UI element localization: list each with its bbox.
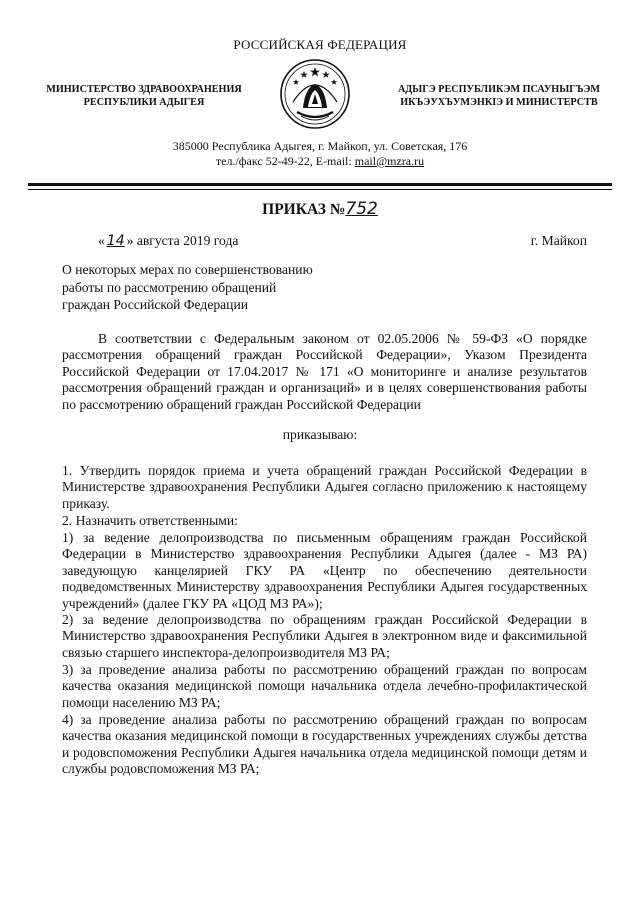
subject-line3: граждан Российской Федерации — [62, 297, 249, 312]
order-title — [0, 199, 640, 219]
subitem-2-paragraph: 2) за ведение делопроизводства по обращениям граждан Российской Федерации в Министерство здравоохранения Республики Адыгея в электронном виде и факсимильной связью старшего инспектора-делопроизводителя МЗ РА; — [62, 612, 587, 660]
country-heading: РОССИЙСКАЯ ФЕДЕРАЦИЯ — [233, 37, 407, 52]
item-1-paragraph: 1. Утвердить порядок приема и учета обращений граждан Российской Федерации в Министерстве здравоохранения Республики Адыгея согласно приложению к настоящему приказу. — [62, 463, 587, 511]
address-contacts — [0, 154, 640, 169]
order-subject — [62, 261, 392, 314]
subject-line2: работы по рассмотрению обращений — [62, 279, 277, 295]
date-open-quote: « — [98, 233, 105, 248]
ministry-name-russian — [28, 83, 260, 109]
order-city: г. Майкоп — [530, 233, 587, 248]
subitem-1-paragraph: 1) за ведение делопроизводства по письменным обращениям граждан Российской Федерации в Министерство здравоохранения Республики Адыгея (далее - МЗ РА) заведующую канцелярией ГКУ РА «Центр по обеспечению деятельности подведомственных Министерству здравоохранения Республики Адыгея государственных учреждений» (далее ГКУ РА «ЦОД МЗ РА»); — [62, 530, 587, 611]
address-phone: тел./факс 52-49-22, E-mail: — [215, 154, 355, 168]
date-day: 14 — [106, 233, 125, 249]
subject-line1: О некоторых мерах по совершенствованию — [62, 262, 313, 277]
address-street: 385000 Республика Адыгея, г. Майкоп, ул. Советская, 176 — [172, 139, 468, 153]
order-title-label: ПРИКАЗ № — [262, 201, 346, 218]
email-link[interactable]: mail@mzra.ru — [354, 154, 425, 168]
ministry-ad-line1: АДЫГЭ РЕСПУБЛИКЭМ ПСАУНЫГЪЭМ — [397, 84, 601, 95]
ministry-name-adyghe — [382, 83, 616, 109]
ministry-ru-line2: РЕСПУБЛИКИ АДЫГЕЯ — [83, 97, 205, 108]
preamble-paragraph: В соответствии с Федеральным законом от 02.05.2006 № 59-ФЗ «О порядке рассмотрения обращений граждан Российской Федерации», Указом Президента Российской Федерации от 17.04.2017 № 171 «О мониторинге и анализе результатов рассмотрения обращений граждан и организаций» и в целях совершенствования работы по рассмотрению обращений граждан Российской Федерации — [62, 331, 587, 412]
ministry-address — [0, 139, 640, 169]
header-divider-thick — [28, 183, 612, 186]
orders-word: приказываю: — [282, 427, 358, 442]
item-2-paragraph: 2. Назначить ответственными: — [62, 513, 238, 528]
order-date — [98, 233, 238, 249]
subitem-4-paragraph: 4) за проведение анализа работы по рассмотрению обращений граждан по вопросам качества оказания медицинской помощи в государственных учреждениях службы детства и родовспоможения Республики Адыгея начальника отдела медицинской помощи детям и службы родовспоможения МЗ РА; — [62, 712, 587, 777]
subitem-3-paragraph: 3) за проведение анализа работы по рассмотрению обращений граждан по вопросам качества оказания медицинской помощи начальника отдела лечебно-профилактической помощи населению МЗ РА; — [62, 662, 587, 710]
header-divider-thin — [28, 189, 612, 190]
ministry-ru-line1: МИНИСТЕРСТВО ЗДРАВООХРАНЕНИЯ — [46, 84, 242, 95]
date-month-year: » августа 2019 года — [126, 233, 239, 248]
coat-of-arms-icon — [279, 58, 351, 130]
ministry-ad-line2: ИКЪЭУХЪУМЭНКIЭ И МИНИСТЕРСТВ — [400, 97, 598, 108]
order-number: 752 — [345, 199, 378, 219]
